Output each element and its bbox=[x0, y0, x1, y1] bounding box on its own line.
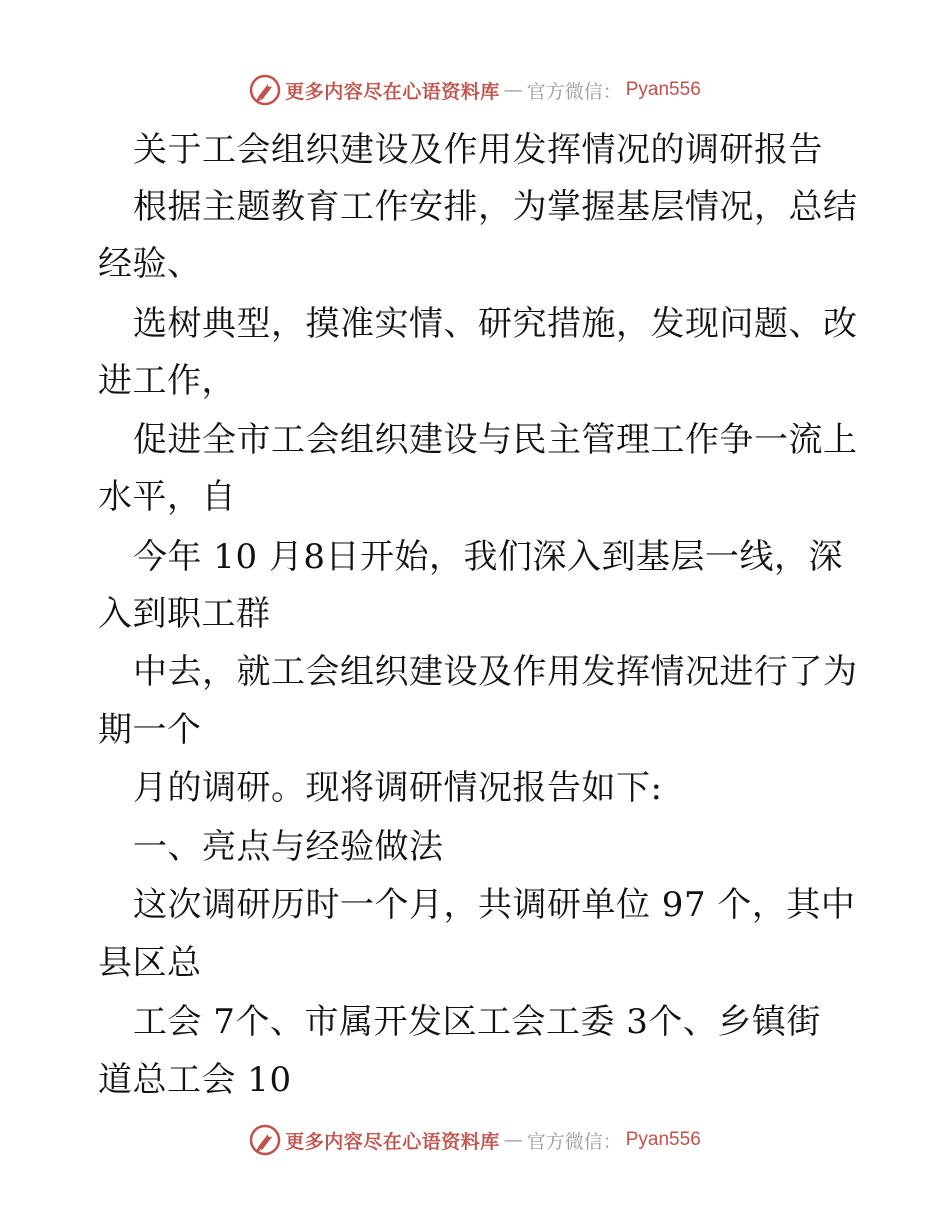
footer-banner bbox=[0, 1120, 950, 1160]
paragraph-line: 月的调研。现将调研情况报告如下: bbox=[133, 768, 663, 808]
banner-wechat-id: Pyan556 bbox=[625, 1129, 701, 1150]
banner-separator: — bbox=[503, 79, 523, 101]
paragraph-line: 进工作， bbox=[98, 361, 236, 401]
pen-logo-icon bbox=[249, 74, 281, 106]
banner-slogan: 更多内容尽在心语资料库 bbox=[285, 1130, 500, 1153]
banner-wechat-label: 官方微信： bbox=[526, 1130, 622, 1153]
banner-wechat-id: Pyan556 bbox=[625, 79, 701, 100]
paragraph-line: 期一个 bbox=[98, 710, 202, 750]
paragraph-line: 促进全市工会组织建设与民主管理工作争一流上 bbox=[133, 420, 858, 460]
header-banner bbox=[0, 70, 950, 110]
banner-content bbox=[249, 1124, 701, 1156]
banner-slogan: 更多内容尽在心语资料库 bbox=[285, 80, 500, 103]
section-heading: 一、亮点与经验做法 bbox=[133, 827, 444, 867]
paragraph-line: 道总工会 10 bbox=[98, 1060, 292, 1100]
paragraph-line: 今年 10 月8日开始，我们深入到基层一线，深 bbox=[133, 537, 844, 577]
paragraph-line: 这次调研历时一个月，共调研单位 97 个，其中 bbox=[133, 885, 856, 925]
pen-logo-icon bbox=[249, 1124, 281, 1156]
paragraph-line: 中去，就工会组织建设及作用发挥情况进行了为 bbox=[133, 652, 858, 692]
paragraph-line: 根据主题教育工作安排，为掌握基层情况，总结 bbox=[133, 187, 858, 227]
paragraph-line: 水平，自 bbox=[98, 477, 236, 517]
paragraph-line: 工会 7个、市属开发区工会工委 3个、乡镇街 bbox=[133, 1002, 821, 1042]
document-title: 关于工会组织建设及作用发挥情况的调研报告 bbox=[133, 130, 823, 170]
banner-wechat-label: 官方微信： bbox=[526, 80, 622, 103]
paragraph-line: 入到职工群 bbox=[98, 594, 271, 634]
paragraph-line: 县区总 bbox=[98, 943, 202, 983]
paragraph-line: 选树典型，摸准实情、研究措施，发现问题、改 bbox=[133, 304, 858, 344]
banner-content bbox=[249, 74, 701, 106]
paragraph-line: 经验、 bbox=[98, 244, 202, 284]
banner-separator: — bbox=[503, 1129, 523, 1151]
